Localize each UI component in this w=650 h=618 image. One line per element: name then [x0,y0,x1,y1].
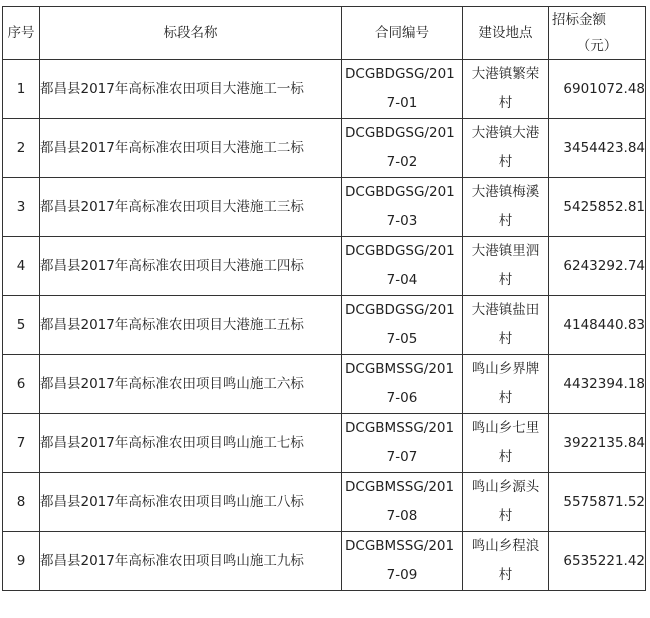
section-name: 都昌县2017年高标准农田项目大港施工四标 [40,237,342,296]
table-row [3,237,646,296]
bid-amount: 4432394.18 [549,355,646,414]
bid-amount: 3454423.84 [549,119,646,178]
construction-site [463,119,549,178]
construction-site [463,237,549,296]
header-contract: 合同编号 [342,7,463,60]
section-name: 都昌县2017年高标准农田项目大港施工五标 [40,296,342,355]
row-number: 2 [3,119,40,178]
contract-number-line2: 7-05 [386,331,418,347]
table-row [3,355,646,414]
construction-site [463,355,549,414]
construction-site-line1: 大港镇大港 [471,125,540,141]
row-number: 6 [3,355,40,414]
contract-number-line2: 7-03 [386,213,418,229]
construction-site-line1: 鸣山乡源头 [471,479,540,495]
table-row [3,60,646,119]
construction-site-line2: 村 [498,213,513,229]
bid-amount: 5575871.52 [549,473,646,532]
construction-site-line1: 鸣山乡界牌 [471,361,540,377]
construction-site [463,60,549,119]
contract-number [342,296,463,355]
construction-site-line1: 鸣山乡程浪 [471,538,540,554]
table-row [3,178,646,237]
row-number: 3 [3,178,40,237]
bid-amount: 4148440.83 [549,296,646,355]
header-row [3,7,646,60]
header-amount-line2: （元） [576,38,618,54]
construction-site-line1: 大港镇盐田 [471,302,540,318]
construction-site-line1: 鸣山乡七里 [471,420,540,436]
contract-number-line1: DCGBDGSG/201 [345,243,455,259]
table-row [3,296,646,355]
section-name: 都昌县2017年高标准农田项目鸣山施工七标 [40,414,342,473]
construction-site-line1: 大港镇梅溪 [471,184,540,200]
contract-number-line1: DCGBMSSG/201 [345,361,455,377]
table-row [3,532,646,591]
contract-number [342,60,463,119]
contract-number-line1: DCGBMSSG/201 [345,479,455,495]
table-row [3,473,646,532]
contract-number [342,178,463,237]
contract-number-line1: DCGBDGSG/201 [345,125,455,141]
contract-number [342,473,463,532]
contract-number [342,414,463,473]
construction-site-line1: 大港镇繁荣 [471,66,540,82]
contract-number-line2: 7-07 [386,449,418,465]
bid-table [2,6,646,591]
construction-site-line2: 村 [498,331,513,347]
bid-amount: 6535221.42 [549,532,646,591]
row-number: 8 [3,473,40,532]
row-number: 4 [3,237,40,296]
row-number: 1 [3,60,40,119]
contract-number-line2: 7-08 [386,508,418,524]
section-name: 都昌县2017年高标准农田项目鸣山施工九标 [40,532,342,591]
construction-site [463,178,549,237]
header-name: 标段名称 [40,7,342,60]
construction-site [463,532,549,591]
contract-number [342,532,463,591]
contract-number-line1: DCGBDGSG/201 [345,302,455,318]
construction-site-line2: 村 [498,567,513,583]
contract-number [342,237,463,296]
row-number: 7 [3,414,40,473]
construction-site-line2: 村 [498,95,513,111]
construction-site [463,414,549,473]
contract-number [342,119,463,178]
header-amount [549,7,646,60]
header-site: 建设地点 [463,7,549,60]
contract-number-line2: 7-09 [386,567,418,583]
construction-site-line2: 村 [498,449,513,465]
construction-site-line2: 村 [498,390,513,406]
bid-amount: 5425852.81 [549,178,646,237]
table-row [3,119,646,178]
bid-amount: 6243292.74 [549,237,646,296]
contract-number-line2: 7-01 [386,95,418,111]
contract-number-line1: DCGBMSSG/201 [345,420,455,436]
construction-site-line1: 大港镇里泗 [471,243,540,259]
contract-number-line2: 7-04 [386,272,418,288]
section-name: 都昌县2017年高标准农田项目鸣山施工六标 [40,355,342,414]
contract-number-line2: 7-02 [386,154,418,170]
bid-amount: 6901072.48 [549,60,646,119]
row-number: 5 [3,296,40,355]
section-name: 都昌县2017年高标准农田项目鸣山施工八标 [40,473,342,532]
contract-number-line1: DCGBMSSG/201 [345,538,455,554]
construction-site-line2: 村 [498,154,513,170]
table-body [3,60,646,591]
section-name: 都昌县2017年高标准农田项目大港施工二标 [40,119,342,178]
section-name: 都昌县2017年高标准农田项目大港施工三标 [40,178,342,237]
contract-number [342,355,463,414]
contract-number-line2: 7-06 [386,390,418,406]
header-amount-line1: 招标金额 [552,12,606,28]
construction-site [463,296,549,355]
section-name: 都昌县2017年高标准农田项目大港施工一标 [40,60,342,119]
contract-number-line1: DCGBDGSG/201 [345,66,455,82]
table-row [3,414,646,473]
bid-amount: 3922135.84 [549,414,646,473]
construction-site-line2: 村 [498,272,513,288]
construction-site-line2: 村 [498,508,513,524]
construction-site [463,473,549,532]
contract-number-line1: DCGBDGSG/201 [345,184,455,200]
header-no: 序号 [3,7,40,60]
row-number: 9 [3,532,40,591]
